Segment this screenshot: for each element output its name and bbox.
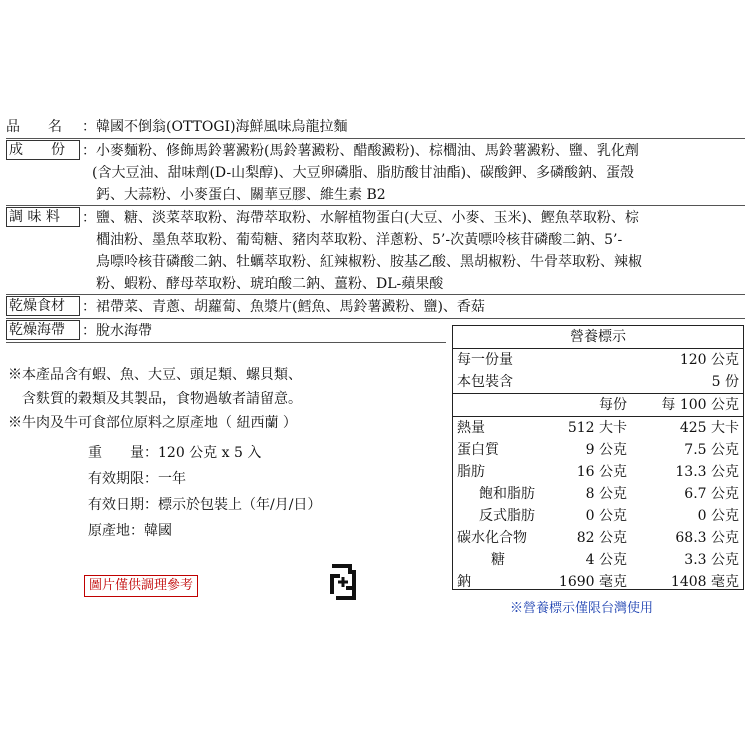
ingredients-row [6, 140, 744, 206]
divider [6, 294, 745, 295]
nutrition-footnote: ※營養標示僅限台灣使用 [510, 601, 654, 616]
divider [6, 318, 745, 319]
servings-per-package-row [453, 371, 743, 394]
seasoning-line: 鹽、糖、淡菜萃取粉、海帶萃取粉、水解植物蛋白(大豆、小麥、玉米)、鰹魚萃取粉、棕 [96, 210, 639, 226]
colon: ： [82, 299, 96, 315]
nutrient-per-serving: 16 公克 [576, 464, 627, 480]
nutrient-name: 熱量 [457, 420, 485, 436]
product-name-value: 韓國不倒翁(OTTOGI)海鮮風味烏龍拉麵 [96, 119, 348, 135]
ingredients-line: 小麥麵粉、修飾馬鈴薯澱粉(馬鈴薯澱粉、醋酸澱粉)、棕櫚油、馬鈴薯澱粉、鹽、乳化劑 [96, 143, 639, 159]
colon: ： [82, 210, 96, 226]
ingredients-line: 鈣、大蒜粉、小麥蛋白、關華豆膠、維生素 B2 [96, 187, 386, 203]
nutrient-name: 碳水化合物 [457, 530, 527, 546]
nutrient-row [453, 549, 743, 571]
seasoning-line: 鳥嘌呤核苷磷酸二鈉、牡蠣萃取粉、紅辣椒粉、胺基乙酸、黑胡椒粉、牛骨萃取粉、辣椒 [96, 254, 642, 270]
nutrient-per-serving: 82 公克 [576, 530, 627, 546]
allergen-note: 含麩質的穀類及其製品，食物過敏者請留意。 [8, 391, 302, 407]
seasoning-row [6, 207, 744, 295]
nutrient-per-100g: 13.3 公克 [675, 464, 739, 480]
nutrient-name: 脂肪 [457, 464, 485, 480]
nutrient-row [453, 461, 743, 483]
divider [6, 138, 745, 139]
per-serving-header: 每份 [599, 397, 627, 413]
nutrition-title: 營養標示 [453, 326, 743, 349]
seasoning-label: 調 味 料 [6, 207, 80, 227]
colon: ： [82, 323, 96, 339]
per-100g-header: 每 100 公克 [661, 397, 739, 413]
nutrient-row [453, 571, 743, 593]
allergen-note: ※本產品含有蝦、魚、大豆、頭足類、螺貝類、 [8, 367, 302, 383]
servings-label: 本包裝含 [457, 374, 513, 390]
nutrient-per-serving: 9 公克 [585, 442, 627, 458]
origin-note: ※牛肉及牛可食部位原料之原產地（ 紐西蘭 ） [8, 415, 297, 431]
nutrient-name: 鈉 [457, 574, 471, 590]
ingredients-value [92, 140, 744, 206]
nutrient-per-serving: 4 公克 [585, 552, 627, 568]
nutrient-row [453, 527, 743, 549]
origin-info: 原產地：韓國 [88, 523, 172, 539]
dried-seaweed-label: 乾燥海帶 [6, 320, 80, 340]
seasoning-line: 櫚油粉、墨魚萃取粉、葡萄糖、豬肉萃取粉、洋蔥粉、5’-次黃嘌呤核苷磷酸二鈉、5’- [96, 232, 623, 248]
servings-value: 5 份 [711, 374, 739, 390]
nutrient-row [453, 483, 743, 505]
serving-size-row [453, 349, 743, 371]
nutrient-name: 飽和脂肪 [479, 486, 535, 502]
nutrient-row [453, 505, 743, 527]
weight-info: 重 量：120 公克 x 5 入 [88, 445, 262, 461]
nutrient-name: 蛋白質 [457, 442, 499, 458]
serving-size-label: 每一份量 [457, 352, 513, 368]
dried-seaweed-value: 脫水海帶 [96, 323, 152, 339]
nutrient-row [453, 439, 743, 461]
nutrient-per-100g: 68.3 公克 [675, 530, 739, 546]
dried-ingredients-value: 裙帶菜、青蔥、胡蘿蔔、魚漿片(鱈魚、馬鈴薯澱粉、鹽)、香菇 [96, 299, 485, 315]
nutrient-per-serving: 0 公克 [585, 508, 627, 524]
nutrient-per-100g: 6.7 公克 [684, 486, 739, 502]
recycle-symbol-icon [326, 562, 360, 602]
dried-ingredients-label: 乾燥食材 [6, 296, 80, 316]
serving-size-value: 120 公克 [679, 352, 739, 368]
colon: ： [82, 143, 96, 159]
seasoning-line: 粉、蝦粉、酵母萃取粉、琥珀酸二鈉、薑粉、DL-蘋果酸 [96, 276, 444, 292]
nutrient-per-100g: 7.5 公克 [684, 442, 739, 458]
seasoning-value [96, 207, 744, 295]
nutrient-per-100g: 3.3 公克 [684, 552, 739, 568]
ingredients-line: (含大豆油、甜味劑(D-山梨醇)、大豆卵磷脂、脂肪酸甘油酯)、碳酸鉀、多磷酸鈉、蛋殼 [92, 165, 635, 181]
divider [6, 342, 446, 343]
nutrition-facts-table [452, 325, 744, 590]
product-name-label: 品 名 [6, 119, 62, 135]
nutrient-per-serving: 8 公克 [585, 486, 627, 502]
divider [6, 205, 745, 206]
ingredients-label: 成 份 [6, 140, 80, 160]
nutrient-row [453, 417, 743, 439]
nutrient-name: 糖 [491, 552, 505, 568]
nutrient-per-100g: 1408 毫克 [670, 574, 739, 590]
nutrient-per-serving: 512 大卡 [567, 420, 627, 436]
colon: ： [82, 119, 96, 135]
nutrient-per-100g: 0 公克 [697, 508, 739, 524]
image-reference-note: 圖片僅供調理參考 [84, 575, 198, 597]
nutrition-header-row [453, 394, 743, 417]
nutrient-per-100g: 425 大卡 [679, 420, 739, 436]
expiry-date-info: 有效日期：標示於包裝上（年/月/日） [88, 497, 322, 513]
nutrient-rows [453, 417, 743, 593]
nutrient-name: 反式脂肪 [479, 508, 535, 524]
shelf-life-info: 有效期限：一年 [88, 471, 186, 487]
nutrient-per-serving: 1690 毫克 [558, 574, 627, 590]
